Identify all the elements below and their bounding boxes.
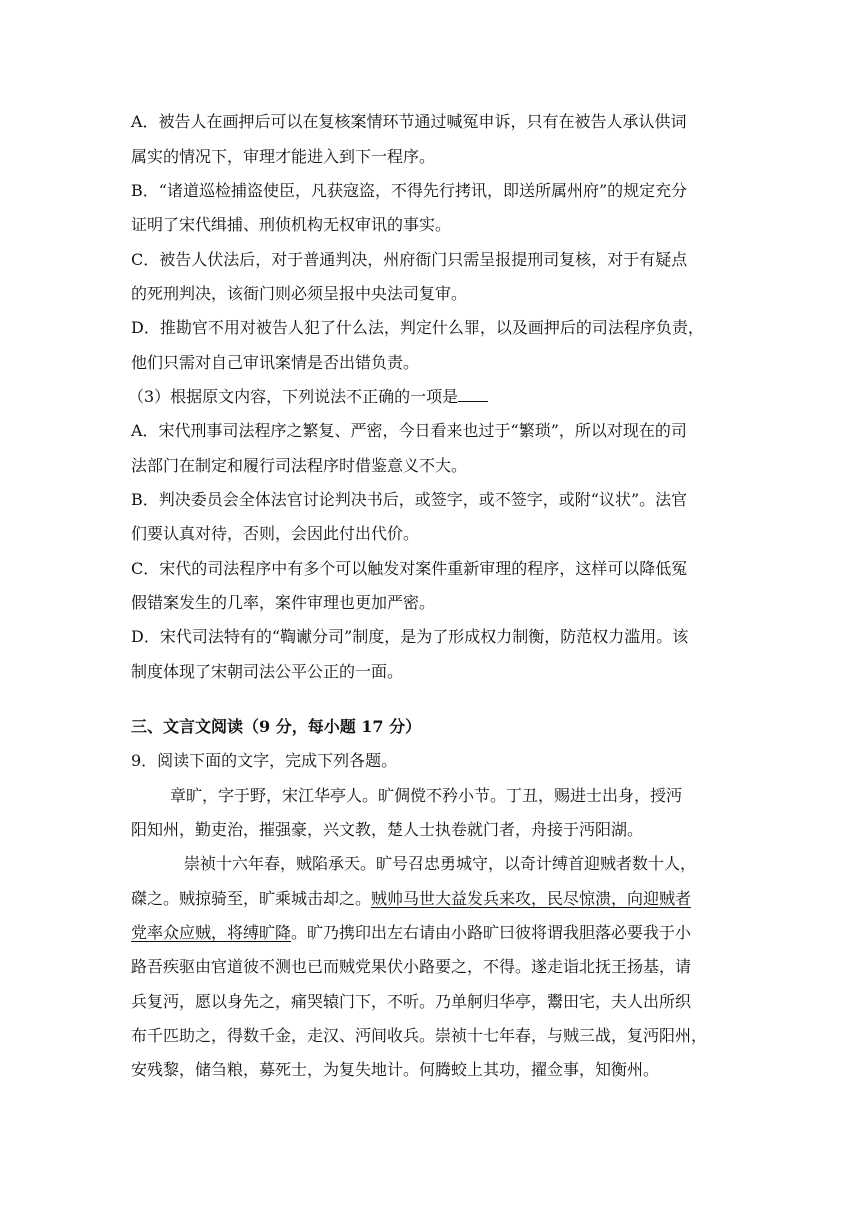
q3-option-d-line1: D．宋代司法特有的“鞫谳分司”制度，是为了形成权力制衡，防范权力滥用。该 — [131, 627, 689, 646]
passage-p2-line3 — [131, 923, 731, 943]
q9-prompt: 9．阅读下面的文字，完成下列各题。 — [131, 751, 398, 770]
passage-p2-line5: 兵复沔，愿以身先之，痛哭辕门下，不听。乃单舸归华亭，鬻田宅，夫人出所织 — [131, 992, 692, 1011]
passage-p2-line1: 崇祯十六年春，贼陷承天。旷号召忠勇城守，以奇计缚首迎贼者数十人， — [184, 854, 697, 873]
passage-p1-line1: 章旷，字于野，宋江华亭人。旷倜傥不矜小节。丁丑，赐进士出身，授沔 — [170, 786, 683, 805]
q3-option-c-line1: C．宋代的司法程序中有多个可以触发对案件重新审理的程序，这样可以降低冤 — [131, 559, 688, 578]
q2-option-d-line1: D．推勘官不用对被告人犯了什么法，判定什么罪，以及画押后的司法程序负责， — [131, 318, 704, 337]
q2-option-a-line2: 属实的情况下，审理才能进入到下一程序。 — [131, 147, 436, 166]
underlined-sentence: 党率众应贼，将缚旷降 — [131, 923, 292, 942]
q3-stem — [128, 387, 728, 407]
underlined-sentence: 贼帅马世大益发兵来攻，民尽惊溃，向迎贼者 — [371, 889, 692, 908]
q2-option-c-line2: 的死刑判决，该衙门则必须呈报中央法司复审。 — [131, 284, 468, 303]
q2-option-b-line2: 证明了宋代缉捕、刑侦机构无权审讯的事实。 — [131, 215, 452, 234]
q3-option-a-line1: A．宋代刑事司法程序之繁复、严密，今日看来也过于“繁琐”，所以对现在的司 — [131, 421, 687, 440]
q3-option-b-line2: 们要认真对待，否则，会因此付出代价。 — [131, 524, 420, 543]
q3-option-b-line1: B．判决委员会全体法官讨论判决书后，或签字，或不签字，或附“议状”。法官 — [131, 490, 688, 509]
answer-blank — [458, 387, 488, 402]
passage-p2-line4: 路吾疾驱由官道彼不测也已而贼党果伏小路要之，不得。遂走诣北抚王扬基，请 — [131, 957, 692, 976]
passage-p1-line2: 阳知州，勤吏治，摧强豪，兴文教，楚人士执卷就门者，舟接于沔阳湖。 — [131, 820, 644, 839]
q2-option-a-line1: A．被告人在画押后可以在复核案情环节通过喊冤申诉，只有在被告人承认供词 — [131, 112, 687, 131]
q2-option-d-line2: 他们只需对自己审讯案情是否出错负责。 — [131, 353, 420, 372]
passage-p2-line2 — [131, 889, 731, 909]
passage-text: 磔之。贼掠骑至，旷乘城击却之。 — [131, 889, 372, 908]
q3-stem-text: （3）根据原文内容，下列说法不正确的一项是 — [128, 387, 459, 406]
q2-option-b-line1: B．“诸道巡检捕盗使臣，凡获寇盗，不得先行拷讯，即送所属州府”的规定充分 — [131, 181, 688, 200]
q3-option-d-line2: 制度体现了宋朝司法公平公正的一面。 — [131, 662, 404, 681]
section-heading: 三、文言文阅读（9 分，每小题 17 分） — [131, 717, 422, 736]
passage-text: 。旷乃携印出左右请由小路旷曰彼将谓我胆落必要我于小 — [291, 923, 692, 942]
q3-option-c-line2: 假错案发生的几率，案件审理也更加严密。 — [131, 593, 436, 612]
passage-p2-line6: 布千匹助之，得数千金，走汉、沔间收兵。崇祯十七年春，与贼三战，复沔阳州， — [131, 1026, 708, 1045]
q3-option-a-line2: 法部门在制定和履行司法程序时借鉴意义不大。 — [131, 456, 468, 475]
passage-p2-line7: 安残黎，储刍粮，募死士，为复失地计。何腾蛟上其功，擢佥事，知衡州。 — [131, 1060, 660, 1079]
q2-option-c-line1: C．被告人伏法后，对于普通判决，州府衙门只需呈报提刑司复核，对于有疑点 — [131, 250, 688, 269]
